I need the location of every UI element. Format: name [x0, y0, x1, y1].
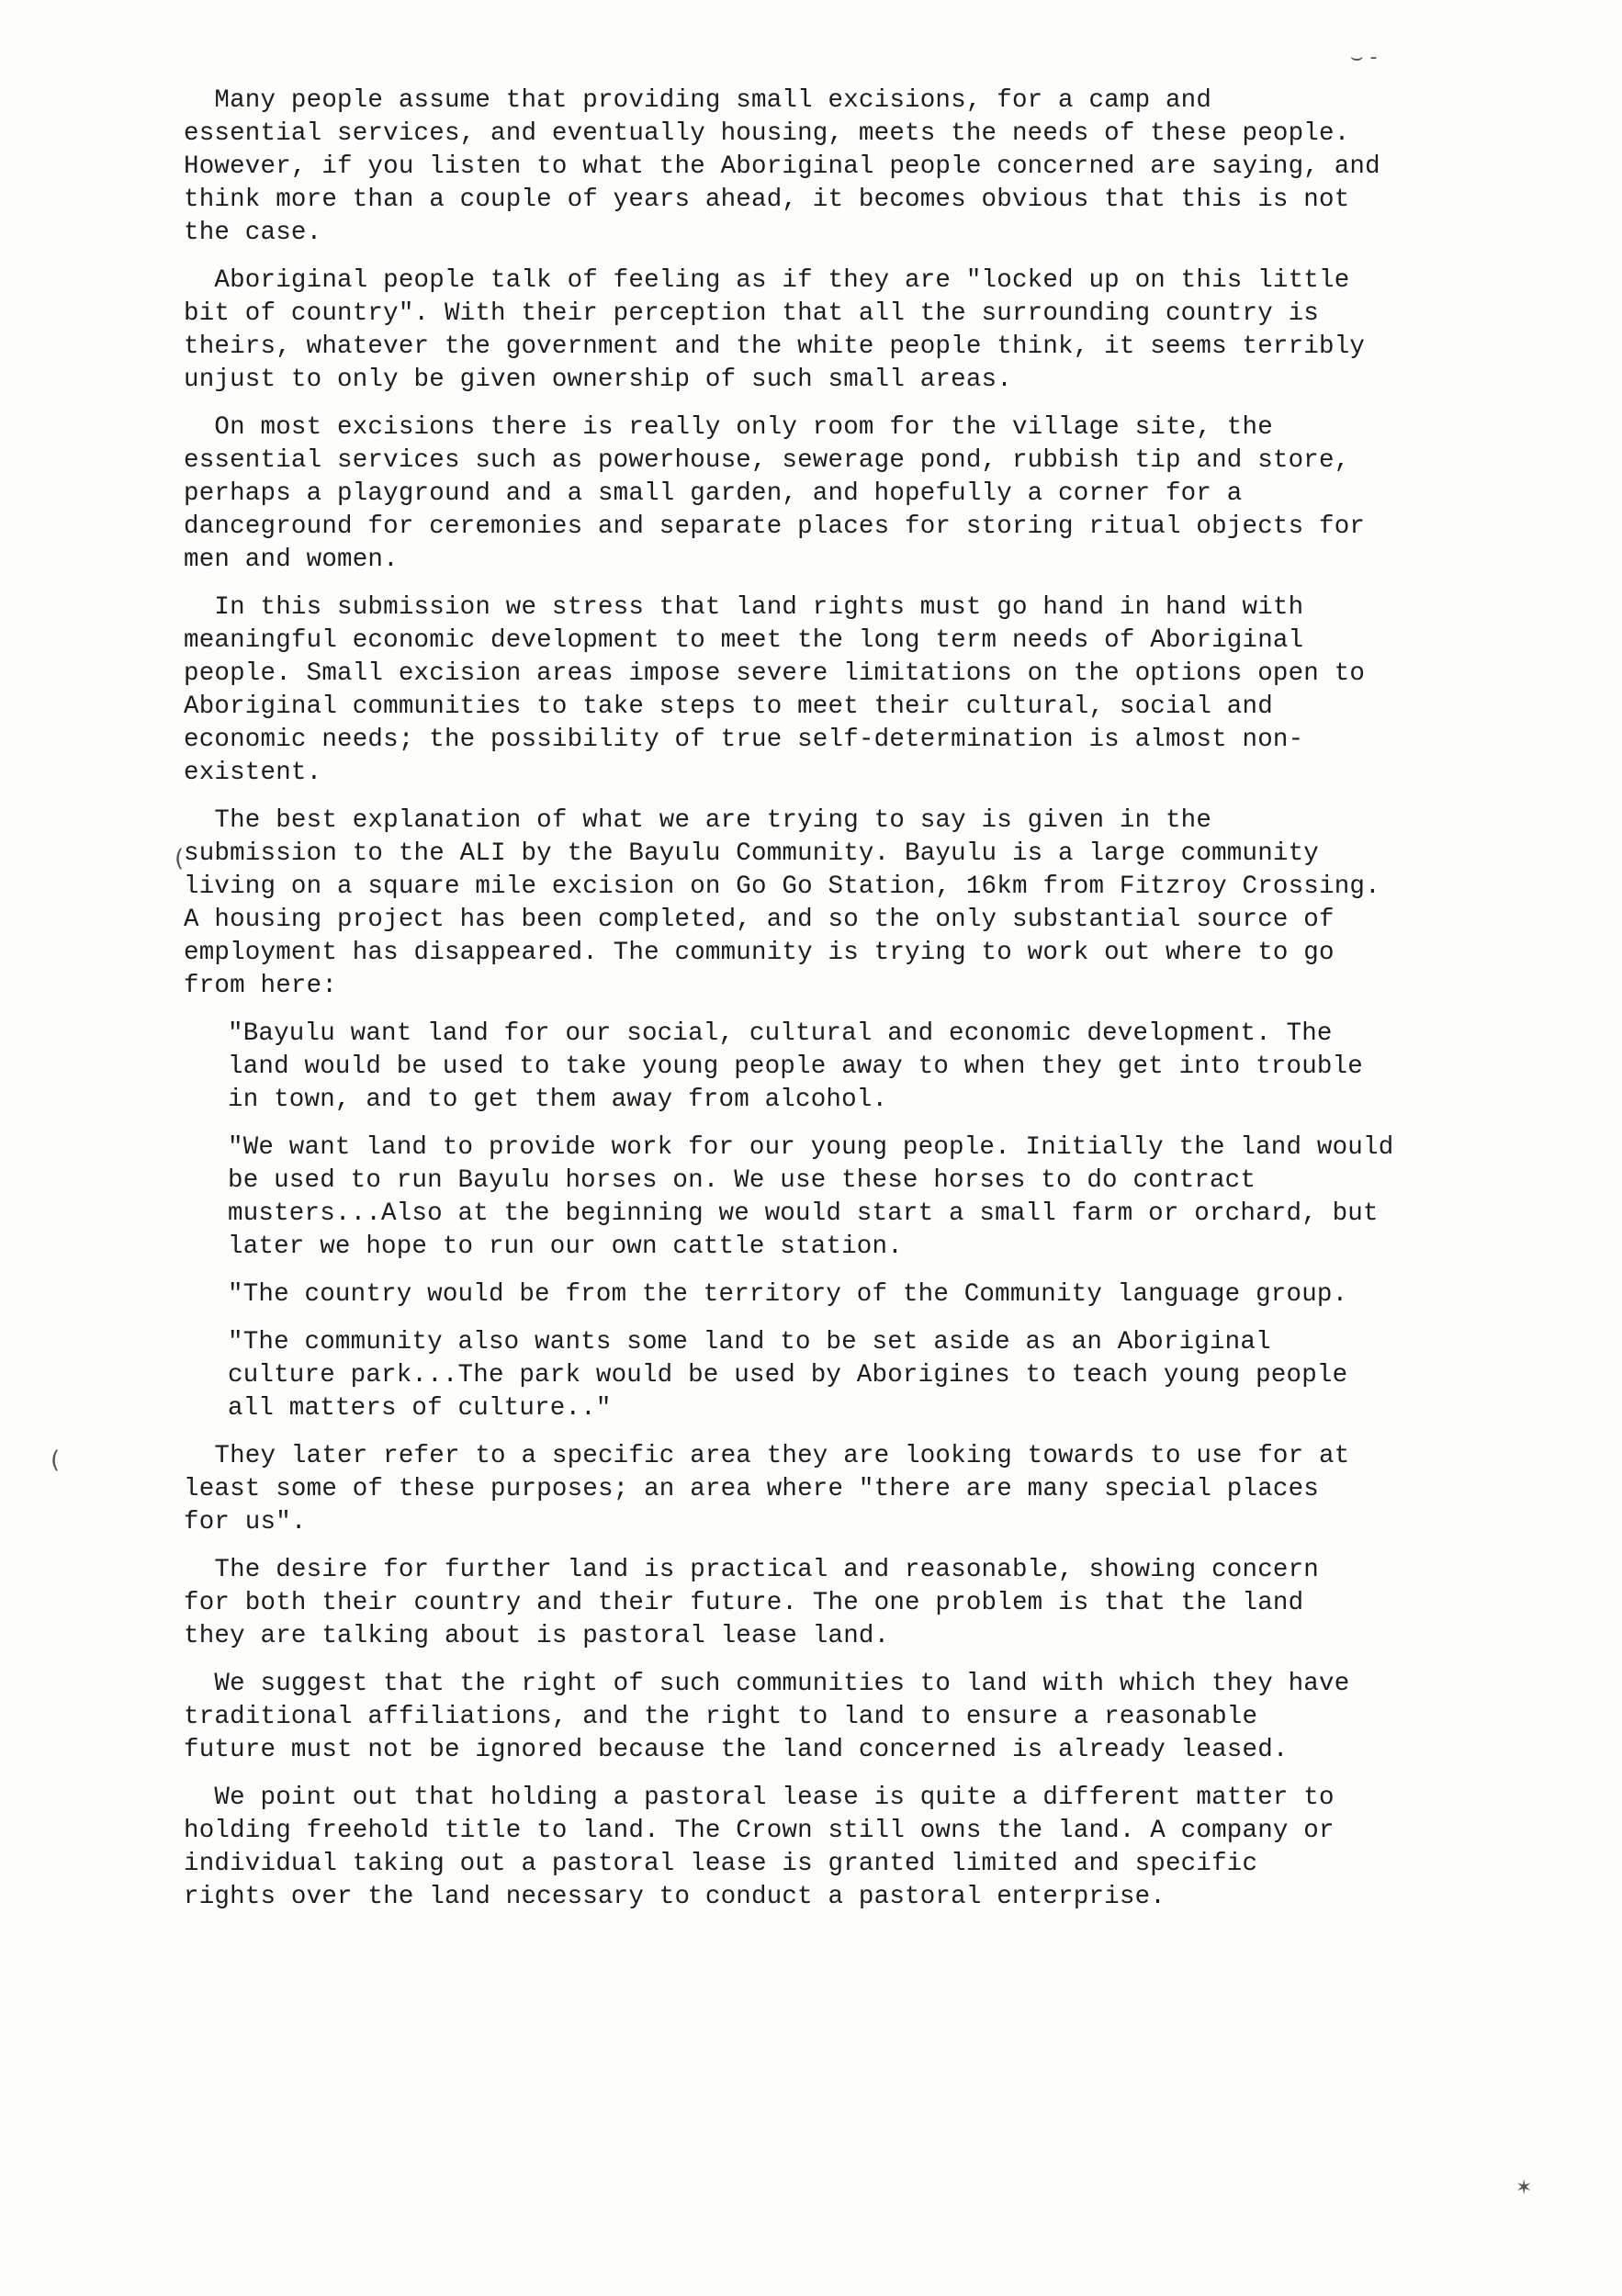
text-line: perhaps a playground and a small garden, and hopefully a corner for a — [184, 479, 1243, 508]
text-line: think more than a couple of years ahead, it becomes obvious that this is not — [184, 186, 1350, 214]
text-line: submission to the ALI by the Bayulu Community. Bayulu is a large community — [184, 839, 1319, 868]
text-line: musters...Also at the beginning we would start a small farm or orchard, but — [228, 1199, 1379, 1228]
paragraph — [184, 1440, 1561, 1539]
paragraph — [184, 1668, 1561, 1767]
text-line: We point out that holding a pastoral lease is quite a different matter to — [184, 1784, 1335, 1812]
text-line: In this submission we stress that land rights must go hand in hand with — [184, 593, 1304, 622]
text-line: men and women. — [184, 546, 399, 574]
text-line: rights over the land necessary to conduct a pastoral enterprise. — [184, 1883, 1166, 1911]
text-line: "The country would be from the territory of the Community language group. — [228, 1280, 1348, 1309]
text-line: traditional affiliations, and the right to land to ensure a reasonable — [184, 1703, 1258, 1731]
text-line: be used to run Bayulu horses on. We use these horses to do contract — [228, 1166, 1256, 1195]
text-line: essential services such as powerhouse, sewerage pond, rubbish tip and store, — [184, 446, 1350, 475]
text-line: holding freehold title to land. The Crown still owns the land. A company or — [184, 1817, 1335, 1845]
scan-mark-left-2: ( — [175, 845, 185, 872]
paragraph — [184, 1782, 1561, 1914]
scan-mark-top-right: ⌣ - — [1350, 46, 1378, 69]
text-line: essential services, and eventually housing, meets the needs of these people. — [184, 119, 1350, 148]
text-line: in town, and to get them away from alcohol. — [228, 1086, 888, 1114]
text-line: existent. — [184, 759, 322, 787]
text-line: They later refer to a specific area they are looking towards to use for at — [184, 1442, 1350, 1470]
text-line: individual taking out a pastoral lease is granted limited and specific — [184, 1850, 1258, 1878]
text-line: Aboriginal communities to take steps to meet their cultural, social and — [184, 692, 1273, 721]
text-line: all matters of culture.." — [228, 1394, 612, 1423]
paragraph — [184, 591, 1561, 790]
text-line: the case. — [184, 219, 322, 247]
text-line: theirs, whatever the government and the white people think, it seems terribly — [184, 332, 1366, 361]
document-body — [184, 84, 1561, 1929]
text-line: "Bayulu want land for our social, cultural and economic development. The — [228, 1019, 1333, 1048]
paragraph — [184, 411, 1561, 577]
quoted-paragraph — [184, 1326, 1561, 1425]
text-line: from here: — [184, 972, 338, 1000]
text-line: unjust to only be given ownership of such small areas. — [184, 366, 1012, 394]
text-line: However, if you listen to what the Aboriginal people concerned are saying, and — [184, 152, 1380, 181]
paragraph — [184, 84, 1561, 250]
paragraph — [184, 1554, 1561, 1653]
quoted-paragraph — [184, 1278, 1561, 1311]
text-line: "The community also wants some land to be set aside as an Aboriginal — [228, 1328, 1271, 1356]
text-line: meaningful economic development to meet the long term needs of Aboriginal — [184, 626, 1304, 655]
text-line: they are talking about is pastoral lease land. — [184, 1622, 890, 1650]
text-line: future must not be ignored because the land concerned is already leased. — [184, 1736, 1289, 1764]
paragraph — [184, 805, 1561, 1003]
text-line: employment has disappeared. The community is trying to work out where to go — [184, 939, 1335, 967]
text-line: bit of country". With their perception that all the surrounding country is — [184, 299, 1319, 328]
quoted-paragraph — [184, 1131, 1561, 1264]
scan-mark-bottom-right: ✶ — [1515, 2177, 1533, 2200]
text-line: The best explanation of what we are trying to say is given in the — [184, 806, 1212, 835]
text-line: On most excisions there is really only room for the village site, the — [184, 413, 1273, 442]
text-line: "We want land to provide work for our young people. Initially the land would — [228, 1133, 1394, 1162]
text-line: Aboriginal people talk of feeling as if they are "locked up on this little — [184, 266, 1350, 295]
text-line: Many people assume that providing small excisions, for a camp and — [184, 86, 1212, 115]
text-line: economic needs; the possibility of true self-determination is almost non- — [184, 726, 1304, 754]
text-line: least some of these purposes; an area where "there are many special places — [184, 1475, 1319, 1503]
text-line: for us". — [184, 1508, 307, 1536]
quoted-paragraph — [184, 1018, 1561, 1117]
scan-mark-left: ( — [51, 1446, 61, 1474]
text-line: culture park...The park would be used by Aborigines to teach young people — [228, 1361, 1348, 1390]
text-line: for both their country and their future. The one problem is that the land — [184, 1589, 1304, 1617]
text-line: living on a square mile excision on Go Go Station, 16km from Fitzroy Crossing. — [184, 872, 1380, 901]
text-line: We suggest that the right of such communities to land with which they have — [184, 1670, 1350, 1698]
text-line: danceground for ceremonies and separate places for storing ritual objects for — [184, 512, 1366, 541]
text-line: land would be used to take young people away to when they get into trouble — [228, 1052, 1363, 1081]
text-line: A housing project has been completed, and so the only substantial source of — [184, 906, 1335, 934]
text-line: later we hope to run our own cattle station. — [228, 1232, 903, 1261]
text-line: people. Small excision areas impose severe limitations on the options open to — [184, 659, 1366, 688]
text-line: The desire for further land is practical and reasonable, showing concern — [184, 1556, 1319, 1584]
paragraph — [184, 264, 1561, 397]
